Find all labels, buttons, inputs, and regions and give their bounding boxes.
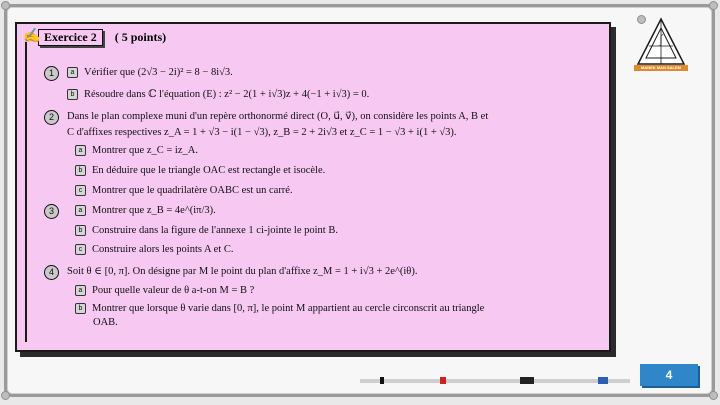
item-letter-badge: b: [75, 165, 86, 176]
q1a: [67, 66, 233, 79]
exercise-panel: [15, 22, 611, 352]
marker-tray: [360, 379, 630, 383]
item-letter-badge: b: [75, 303, 86, 314]
q3a-text: Montrer que z_B = 4e^(iπ/3).: [92, 205, 216, 216]
board-corner-dot: [1, 1, 10, 10]
exercise-title: Exercice 2: [38, 29, 103, 46]
page-number-badge: 4: [640, 364, 698, 386]
pencil-hand-icon: ✍: [23, 29, 41, 44]
black-marker: [520, 377, 534, 384]
pyramid-logo-icon: [634, 16, 688, 70]
q3c: [75, 243, 233, 256]
item-letter-badge: a: [75, 205, 86, 216]
q4b-text: Montrer que lorsque θ varie dans [0, π], le point M appartient au cercle circonscrit au triangle: [92, 303, 485, 314]
black-marker: [380, 377, 384, 384]
exercise-points: ( 5 points): [114, 29, 167, 44]
q3b-text: Construire dans la figure de l'annexe 1 ci-jointe le point B.: [92, 225, 338, 236]
item-letter-badge: c: [75, 185, 86, 196]
exercise-header: [23, 27, 167, 47]
q2b: [75, 164, 325, 177]
q1a-text: Vérifier que (2√3 − 2i)² = 8 − 8i√3.: [84, 67, 233, 78]
item-letter-badge: b: [67, 89, 78, 100]
logo-caption: MANEK MAN SALEM: [634, 65, 688, 71]
left-rule: [25, 42, 27, 342]
question-number: 2: [44, 110, 59, 125]
q4b-line1: [75, 302, 484, 315]
q3a: [75, 204, 216, 217]
q4a-text: Pour quelle valeur de θ a-t-on M = B ?: [92, 285, 255, 296]
board-corner-dot: [709, 391, 718, 400]
q1b-text: Résoudre dans ℂ l'équation (E) : z² − 2(1 + i√3)z + 4(−1 + i√3) = 0.: [84, 89, 370, 100]
blue-marker: [598, 377, 608, 384]
board-corner-dot: [709, 1, 718, 10]
item-letter-badge: a: [75, 285, 86, 296]
q2a-text: Montrer que z_C = iz_A.: [92, 145, 198, 156]
board-corner-dot: [1, 391, 10, 400]
question-number: 3: [44, 204, 59, 219]
q1b: [67, 88, 369, 101]
item-letter-badge: a: [67, 67, 78, 78]
q4b-line2: OAB.: [93, 317, 118, 328]
q3b: [75, 224, 338, 237]
item-letter-badge: c: [75, 244, 86, 255]
item-letter-badge: a: [75, 145, 86, 156]
question-number: 4: [44, 265, 59, 280]
q2-intro-line2: C d'affixes respectives z_A = 1 + √3 − i(1 − √3), z_B = 2 + 2i√3 et z_C = 1 − √3 + i(1 + √3).: [67, 127, 457, 138]
q2-intro-line1: Dans le plan complexe muni d'un repère orthonormé direct (O, u⃗, v⃗), on considère les points A, B et: [67, 111, 489, 122]
question-number: 1: [44, 66, 59, 81]
q2c-text: Montrer que le quadrilatère OABC est un carré.: [92, 185, 293, 196]
q4a: [75, 284, 254, 297]
svg-text:∫: ∫: [659, 32, 663, 46]
q2a: [75, 144, 198, 157]
q2c: [75, 184, 293, 197]
q4-intro: Soit θ ∈ [0, π]. On désigne par M le point du plan d'affixe z_M = 1 + i√3 + 2e^(iθ).: [67, 266, 418, 277]
item-letter-badge: b: [75, 225, 86, 236]
q2b-text: En déduire que le triangle OAC est rectangle et isocèle.: [92, 165, 326, 176]
red-marker: [440, 377, 446, 384]
q3c-text: Construire alors les points A et C.: [92, 244, 234, 255]
